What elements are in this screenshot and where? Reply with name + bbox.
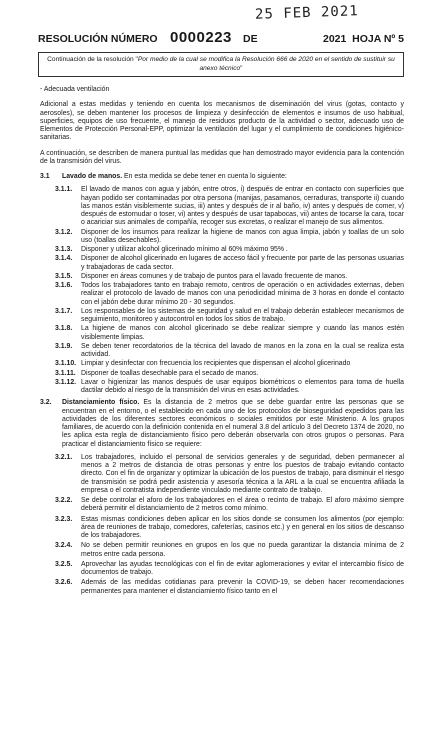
date-stamp: 25 FEB 2021	[254, 3, 359, 23]
list-item: 3.2.6. Además de las medidas cotidianas para prevenir la COVID-19, se deben hacer recomendaciones permanentes para mantener el distanciamiento físico tanto en el	[55, 579, 404, 595]
section-text: En esta medida se debe tener en cuenta lo siguiente:	[122, 173, 287, 180]
continuation-title: Por medio de la cual se modifica la Resolución 666 de 2020 en el sentido de sustituir su anexo técnico	[137, 56, 395, 72]
list-item: 3.1.4. Disponer de alcohol glicerinado en lugares de acceso fácil y frecuente por parte de las personas usuarias y trabajadoras de cada sector.	[55, 255, 404, 271]
resolution-year: 2021	[323, 33, 347, 45]
section-3-2	[40, 399, 404, 449]
continuation-prefix: Continuación de la resolución "	[47, 56, 138, 63]
list-item: 3.1.1. El lavado de manos con agua y jabón, entre otros, i) después de entrar en contacto con superficies que hayan podido ser contaminadas por otra persona (manijas, pasamanos, cerraduras, transporte ii) cuando las manos están visiblemente sucias, iii) antes y después de ir al baño, iv) antes y después de comer, v) después de estornudar o toser, vi) antes y después de usar tapabocas, vii) antes de tocarse la cara, tocar o acariciar sus animales de compañía, recoger sus excretas, o realizar el manejo de sus alimentos.	[55, 186, 404, 227]
list-item: 3.1.9. Se deben tener recordatorios de la técnica del lavado de manos en la zona en la cual se realiza esta actividad.	[55, 342, 404, 358]
list-item: 3.1.2. Disponer de los insumos para realizar la higiene de manos con agua limpia, jabón y toallas de un solo uso (toallas desechables).	[55, 228, 404, 244]
list-item: 3.1.7. Los responsables de los sistemas de seguridad y salud en el trabajo deberán establecer mecanismos de seguimiento, monitoreo y autocontrol en todos los sitios de trabajo.	[55, 307, 404, 323]
continuation-suffix: "	[240, 64, 243, 72]
list-item: 3.1.8. La higiene de manos con alcohol glicerinado se debe realizar siempre y cuando las manos estén visiblemente limpias.	[55, 325, 404, 341]
ventilation-bullet: - Adecuada ventilación	[40, 86, 110, 93]
list-item: 3.2.2. Se debe controlar el aforo de los trabajadores en el área o recinto de trabajo. El aforo máximo siempre deberá permitir el distanciamiento de 2 metros como mínimo.	[55, 497, 404, 513]
section-number: 3.2.	[40, 399, 52, 407]
list-item: 3.2.4. No se deben permitir reuniones en grupos en los que no pueda garantizar la distancia mínima de 2 metros entre cada persona.	[55, 542, 404, 558]
continuation-box	[38, 52, 404, 77]
section-3-1	[40, 173, 404, 181]
list-item: 3.2.1. Los trabajadores, incluido el personal de servicios generales y de seguridad, deben permanecer al menos a 2 metros de distancia de otras personas y entre los puestos de trabajo evitando contacto directo. Con el fin de organizar y optimizar la ubicación de los puestos de trabajo, para disminuir el riesgo de transmisión se podrá pedir asistencia y asesoría técnica a la ARL a la cual se encuentra afiliada la empresa o el contratista independiente vinculado mediante contrato de trabajo.	[55, 453, 404, 494]
section-number: 3.1	[40, 173, 50, 180]
section-title: Distanciamiento físico.	[62, 399, 140, 407]
list-item: 3.1.10. Limpiar y desinfectar con frecuencia los recipientes que dispensan el alcohol glicerinado	[55, 360, 351, 368]
list-item: 3.2.3. Estas mismas condiciones deben aplicar en los sitios donde se consumen los alimentos (por ejemplo: área de reuniones de trabajo, comedores, cafeterías, casinos etc.) y en general en los sitios de descanso de los trabajadores.	[55, 515, 404, 539]
resolution-number: 0000223	[170, 29, 232, 46]
resolution-label: RESOLUCIÓN NÚMERO	[38, 33, 158, 45]
list-item: 3.1.5. Disponer en áreas comunes y de trabajo de puntos para el lavado frecuente de manos.	[55, 272, 348, 280]
section-title: Lavado de manos.	[62, 173, 123, 180]
resolution-header	[38, 30, 404, 48]
list-item: 3.2.5. Aprovechar las ayudas tecnológicas con el fin de evitar aglomeraciones y evitar el intercambio físico de documentos de trabajo.	[55, 560, 404, 576]
document-body	[40, 86, 404, 598]
list-item: 3.1.6. Todos los trabajadores tanto en trabajo remoto, centros de operación o en actividades externas, deben realizar el protocolo de lavado de manos con una periodicidad mínima de 3 horas en donde el contacto con el jabón debe durar mínimo 20 - 30 segundos.	[55, 282, 404, 306]
paragraph-mechanisms: Adicional a estas medidas y teniendo en cuenta los mecanismos de diseminación del virus (gotas, contacto y aerosoles), se deben mantener los procesos de limpieza y desinfección de elementos e insumos de uso habitual, superficies, equipos de uso frecuente, el manejo de residuos producto de la actividad o sector, adecuado uso de Elementos de Protección Personal-EPP, optimizar la ventilación del lugar y el cumplimiento de condiciones higiénico- sanitarias.	[40, 101, 404, 142]
list-item: 3.1.3. Disponer y utilizar alcohol glicerinado mínimo al 60% máximo 95% .	[55, 246, 288, 253]
section-text: Es la distancia de 2 metros que se debe guardar entre las personas que se encuentran en el entorno, o el establecido en cada uno de los protocolos de bioseguridad expedidos para las actividades de los diferentes sectores económicos o sociales emitidos por este Ministerio. A los grupos familiares, de acuerdo con la definición contenida en el numeral 3.8 del artículo 3 del Decreto 1374 de 2020, no les aplica esta regla de distanciamiento físico pero deberán observarla con otros grupos o personas. Para practicar el distanciamiento físico se requiere:	[62, 399, 404, 448]
de-label: DE	[243, 33, 258, 45]
list-3-1	[55, 186, 404, 395]
paragraph-measures: A continuación, se describen de manera puntual las medidas que han demostrado mayor evidencia para la contención de la transmisión del virus.	[40, 149, 404, 165]
page-number: HOJA Nº 5	[352, 33, 404, 45]
list-item: 3.1.11. Disponer de toallas desechable para el secado de manos.	[55, 369, 259, 377]
list-item: 3.1.12. Lavar o higienizar las manos después de usar equipos biométricos o elementos para toma de huella dactilar debido al riesgo de la transmisión del virus en esas actividades.	[55, 378, 404, 394]
list-3-2	[55, 454, 404, 596]
